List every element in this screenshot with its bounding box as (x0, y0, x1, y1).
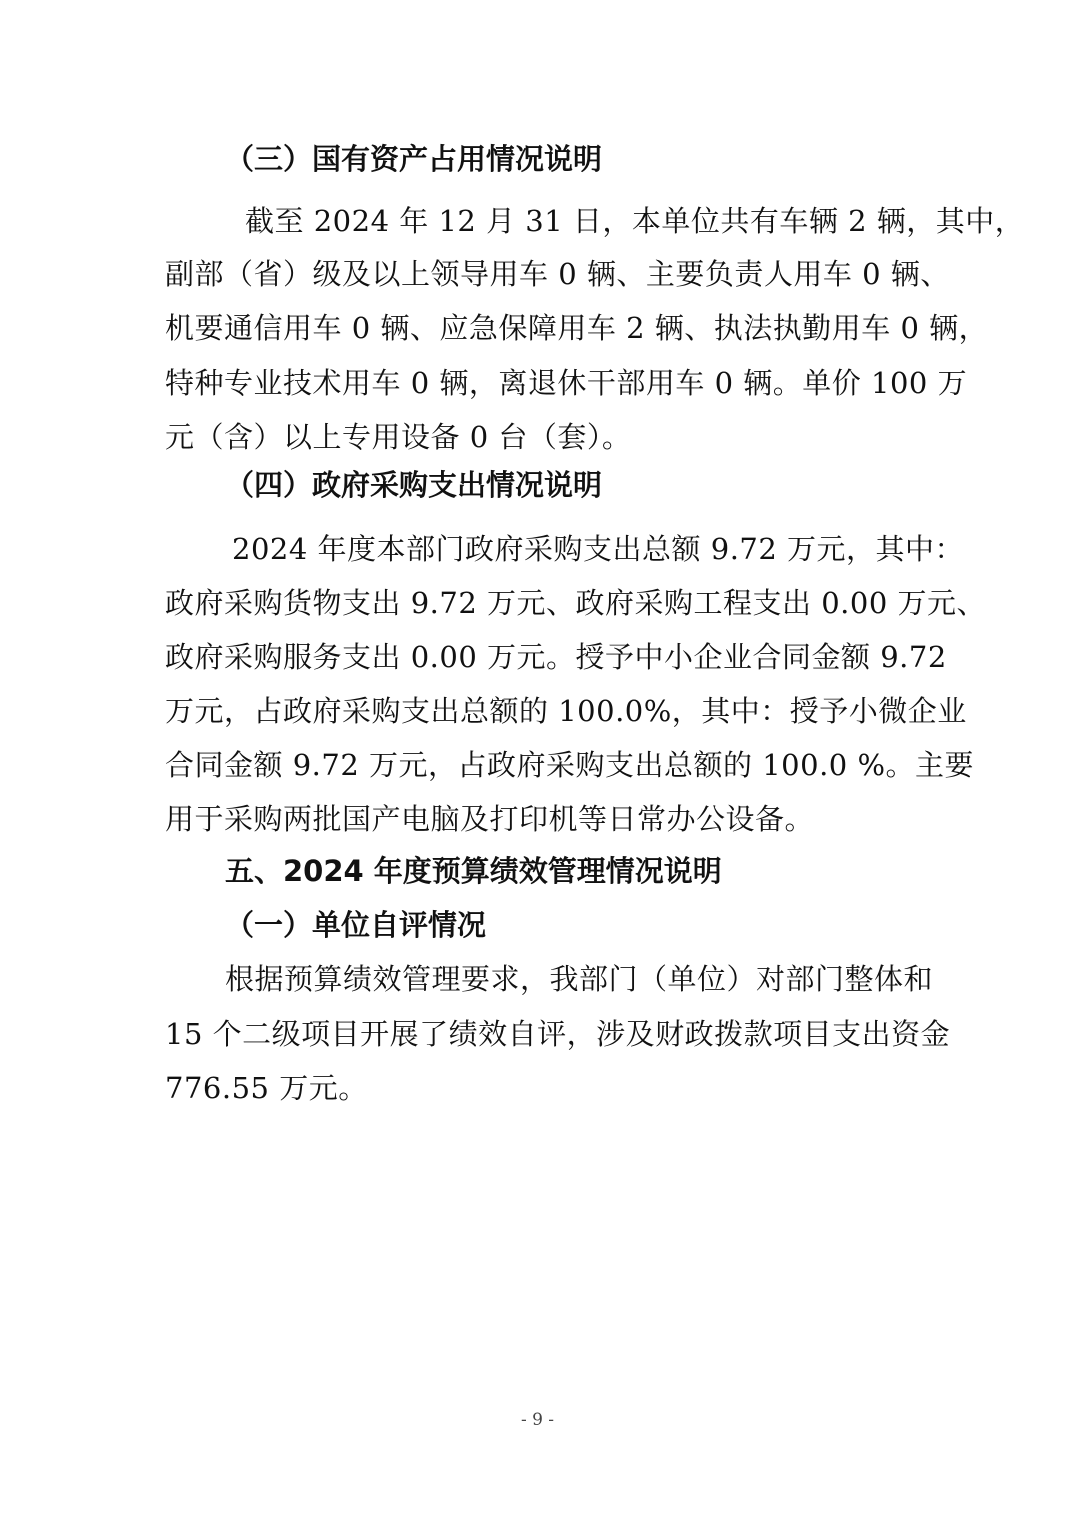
section-4-line-6: 用于采购两批国产电脑及打印机等日常办公设备。 (165, 802, 815, 836)
section-3-line-2: 副部（省）级及以上领导用车 0 辆、主要负责人用车 0 辆、 (165, 257, 950, 291)
section-3-line-1: 截至 2024 年 12 月 31 日，本单位共有车辆 2 辆，其中， (245, 204, 1025, 238)
section-3-line-3: 机要通信用车 0 辆、应急保障用车 2 辆、执法执勤用车 0 辆， (165, 311, 989, 345)
section-4-line-1: 2024 年度本部门政府采购支出总额 9.72 万元，其中： (232, 532, 965, 566)
page-number: - 9 - (520, 1410, 555, 1430)
section-3-heading: （三）国有资产占用情况说明 (225, 142, 603, 176)
section-3-line-5: 元（含）以上专用设备 0 台（套）。 (165, 420, 632, 454)
section-5-heading: 五、2024 年度预算绩效管理情况说明 (225, 854, 722, 888)
section-5-1-line-2: 15 个二级项目开展了绩效自评，涉及财政拨款项目支出资金 (165, 1017, 951, 1051)
section-4-heading: （四）政府采购支出情况说明 (225, 468, 603, 502)
section-4-line-5: 合同金额 9.72 万元，占政府采购支出总额的 100.0 %。主要 (165, 748, 975, 782)
section-5-1-line-3: 776.55 万元。 (165, 1071, 368, 1105)
section-3-line-4: 特种专业技术用车 0 辆，离退休干部用车 0 辆。单价 100 万 (165, 366, 968, 400)
section-5-1-heading: （一）单位自评情况 (225, 908, 487, 942)
section-5-1-line-1: 根据预算绩效管理要求，我部门（单位）对部门整体和 (225, 962, 934, 996)
section-4-line-4: 万元，占政府采购支出总额的 100.0%，其中：授予小微企业 (165, 694, 967, 728)
section-4-line-3: 政府采购服务支出 0.00 万元。授予中小企业合同金额 9.72 (165, 640, 947, 674)
section-4-line-2: 政府采购货物支出 9.72 万元、政府采购工程支出 0.00 万元、 (165, 586, 987, 620)
